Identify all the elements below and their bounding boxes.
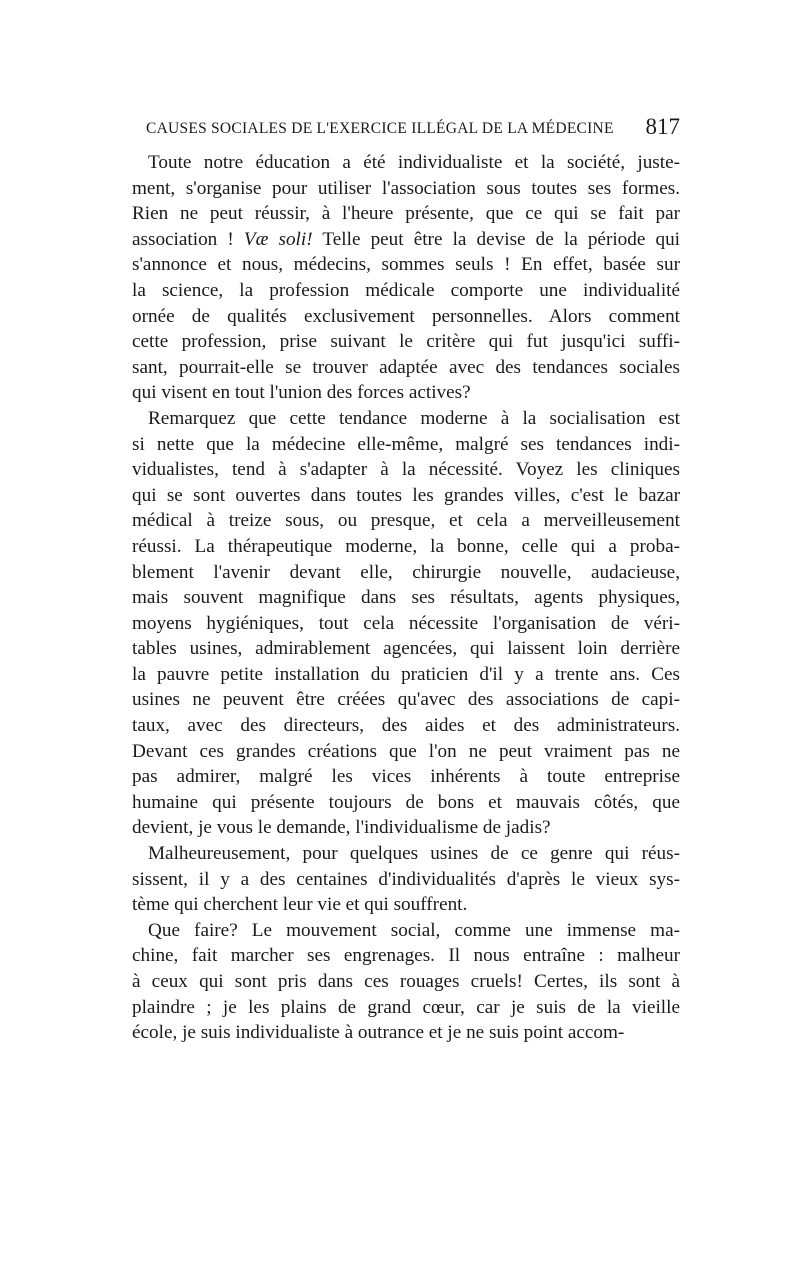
running-head [132, 112, 680, 146]
text-line: sissent, il y a des centaines d'individualités d'après le vieux sys- [132, 868, 680, 890]
book-page [132, 112, 680, 1046]
paragraph [132, 841, 680, 918]
text-line: la pauvre petite installation du praticien d'il y a trente ans. Ces [132, 663, 680, 685]
text-line: pas admirer, malgré les vices inhérents à toute entreprise [132, 766, 680, 788]
text-line: Devant ces grandes créations que l'on ne peut vraiment pas ne [132, 740, 680, 762]
text-line: école, je suis individualiste à outrance et je ne suis point accom- [132, 1022, 625, 1044]
text-line: la science, la profession médicale comporte une individualité [132, 279, 680, 301]
paragraph [132, 918, 680, 1046]
page-number: 817 [645, 114, 680, 139]
text-line: plaindre ; je les plains de grand cœur, car je suis de la vieille [132, 996, 680, 1018]
text-line: ment, s'organise pour utiliser l'association sous toutes ses formes. [132, 177, 680, 199]
text-line: ornée de qualités exclusivement personnelles. Alors comment [132, 305, 680, 327]
text-line: cette profession, prise suivant le critère qui fut jusqu'ici suffi- [132, 331, 680, 353]
text-line: médical à treize sous, ou presque, et cela a merveilleusement [132, 510, 680, 532]
text-line: si nette que la médecine elle-même, malgré ses tendances indi- [132, 433, 680, 455]
text-line: humaine qui présente toujours de bons et mauvais côtés, que [132, 791, 680, 813]
text-line: taux, avec des directeurs, des aides et des administrateurs. [132, 715, 680, 737]
text-line: usines ne peuvent être créées qu'avec des associations de capi- [132, 689, 680, 711]
text-line: Toute notre éducation a été individualiste et la société, juste- [148, 152, 680, 173]
latin-phrase: Væ soli! [243, 228, 313, 250]
running-title: CAUSES SOCIALES DE L'EXERCICE ILLÉGAL DE LA MÉDECINE [146, 120, 614, 137]
text-line: tables usines, admirablement agencées, qui laissent loin derrière [132, 638, 680, 660]
text-line: blement l'avenir devant elle, chirurgie nouvelle, audacieuse, [132, 561, 680, 583]
text-line: s'annonce et nous, médecins, sommes seuls ! En effet, basée sur [132, 254, 680, 276]
text-line: mais souvent magnifique dans ses résultats, agents physiques, [132, 587, 680, 609]
text-line: Malheureusement, pour quelques usines de ce genre qui réus- [148, 843, 680, 865]
text-line: devient, je vous le demande, l'individualisme de jadis? [132, 817, 551, 839]
text-line: à ceux qui sont pris dans ces rouages cruels! Certes, ils sont à [132, 971, 680, 992]
text-line: Remarquez que cette tendance moderne à la socialisation est [148, 407, 680, 429]
text-line: Que faire? Le mouvement social, comme une immense ma- [148, 919, 680, 941]
paragraph [132, 406, 680, 841]
text-line: réussi. La thérapeutique moderne, la bonne, celle qui a proba- [132, 535, 680, 557]
text-line: qui se sont ouvertes dans toutes les grandes villes, c'est le bazar [132, 484, 680, 506]
body-text [132, 150, 680, 1046]
text-line: sant, pourrait-elle se trouver adaptée avec des tendances sociales [132, 356, 680, 378]
paragraph [132, 150, 680, 406]
text-line: tème qui cherchent leur vie et qui souffrent. [132, 894, 468, 916]
text-line: qui visent en tout l'union des forces actives? [132, 382, 471, 404]
text-line: Rien ne peut réussir, à l'heure présente, que ce qui se fait par [132, 203, 680, 225]
text-line: chine, fait marcher ses engrenages. Il nous entraîne : malheur [132, 945, 680, 967]
text-line: moyens hygiéniques, tout cela nécessite l'organisation de véri- [132, 612, 680, 634]
text-line: vidualistes, tend à s'adapter à la nécessité. Voyez les cliniques [132, 459, 680, 481]
text-line: association ! Væ soli! Telle peut être la devise de la période qui [132, 228, 680, 250]
